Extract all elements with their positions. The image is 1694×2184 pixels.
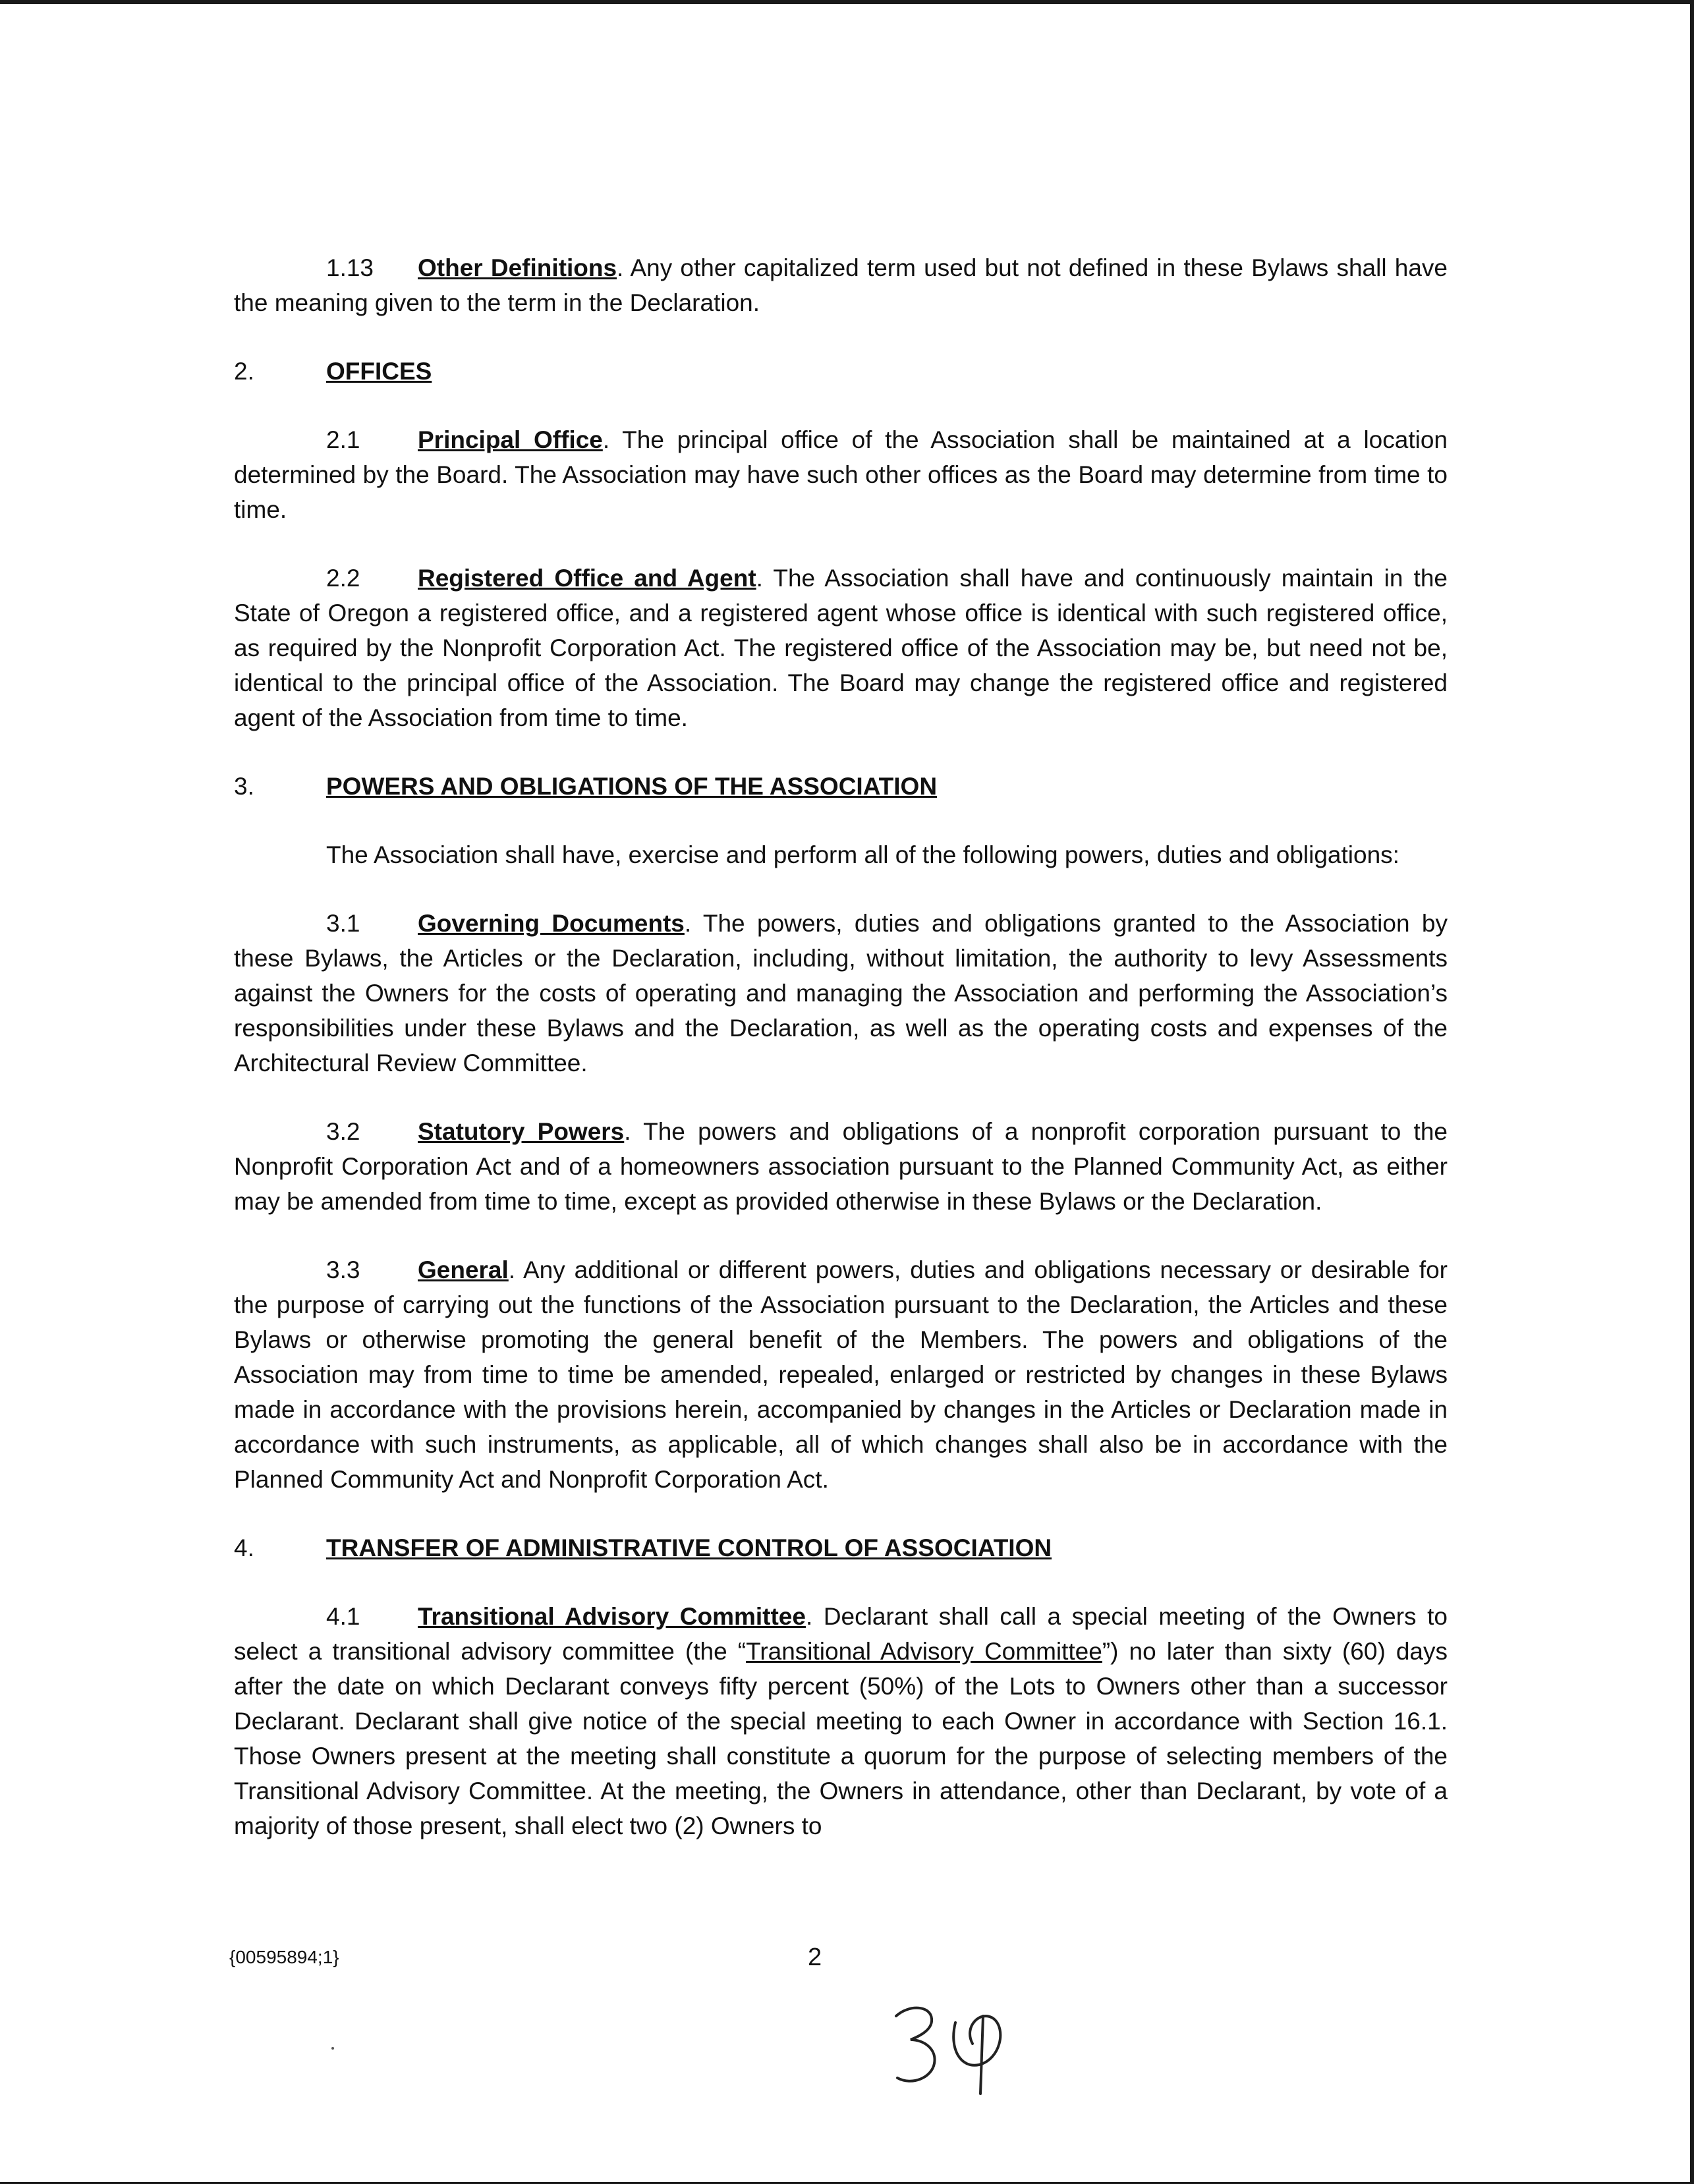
paragraph-3-3: [234, 1252, 1448, 1497]
scan-border-top: [0, 0, 1694, 4]
section-title: POWERS AND OBLIGATIONS OF THE ASSOCIATION: [326, 773, 938, 800]
paragraph-text: . Any other capitalized term used but not defined in these Bylaws shall have the meaning given to the term in the Declaration.: [234, 254, 1448, 316]
paragraph-number: 2.2: [326, 565, 360, 592]
paragraph-1-13: [234, 250, 1448, 320]
section-title: OFFICES: [326, 358, 432, 385]
paragraph-3-1: [234, 906, 1448, 1080]
paragraph-text: . Declarant shall call a special meeting of the Owners to select a transitional advisory committee (the “: [234, 1603, 1448, 1665]
scan-speck: [331, 2047, 334, 2050]
paragraph-3-2: [234, 1114, 1448, 1219]
paragraph-number: 2.1: [326, 426, 360, 453]
paragraph-title: Transitional Advisory Committee: [418, 1603, 806, 1630]
paragraph-4-1: [234, 1599, 1448, 1843]
paragraph-number: 4.1: [326, 1603, 360, 1630]
section-number: 4.: [234, 1534, 254, 1561]
document-id: {00595894;1}: [229, 1947, 339, 1967]
paragraph-2-2: [234, 561, 1448, 735]
paragraph-text: . The powers, duties and obligations granted to the Association by these Bylaws, the Articles or the Declaration, including, without limitation, the authority to levy Assessments against the Owners for the costs of operating and managing the Association and performing the Association’s responsibilities under these Bylaws and the Declaration, as well as the operating costs and expenses of the Architectural Review Committee.: [234, 910, 1448, 1077]
paragraph-text: . Any additional or different powers, duties and obligations necessary or desirable for the purpose of carrying out the functions of the Association pursuant to the Declaration, the Articles and these Bylaws or otherwise promoting the general benefit of the Members. The powers and obligations of the Association may from time to time be amended, repealed, enlarged or restricted by changes in these Bylaws made in accordance with the provisions herein, accompanied by changes in the Articles or Declaration made in accordance with such instruments, as applicable, all of which changes shall also be in accordance with the Planned Community Act and Nonprofit Corporation Act.: [234, 1256, 1448, 1493]
defined-term: Transitional Advisory Committee: [746, 1638, 1102, 1665]
paragraph-text: . The Association shall have and continuously maintain in the State of Oregon a registered office, and a registered agent whose office is identical with such registered office, as required by the Nonprofit Corporation Act. The registered office of the Association may be, but need not be, identical to the principal office of the Association. The Board may change the registered office and registered agent of the Association from time to time.: [234, 565, 1448, 731]
section-number: 3.: [234, 773, 254, 800]
paragraph-text: . The powers and obligations of a nonprofit corporation pursuant to the Nonprofit Corporation Act and of a homeowners association pursuant to the Planned Community Act, as either may be amended from time to time, except as provided otherwise in these Bylaws or the Declaration.: [234, 1118, 1448, 1215]
section-heading-2: [234, 354, 1448, 389]
paragraph-number: 3.3: [326, 1256, 360, 1283]
paragraph-number: 3.2: [326, 1118, 360, 1145]
paragraph-text-continued: ”) no later than sixty (60) days after the date on which Declarant conveys fifty percent (50%) of the Lots to Owners other than a successor Declarant. Declarant shall give notice of the special meeting to each Owner in accordance with Section 16.1. Those Owners present at the meeting shall constitute a quorum for the purpose of selecting members of the Transitional Advisory Committee. At the meeting, the Owners in attendance, other than Declarant, by vote of a majority of those present, shall elect two (2) Owners to: [234, 1638, 1448, 1839]
handwritten-page-number: [883, 1996, 1028, 2095]
document-body: [234, 250, 1448, 1877]
paragraph-title: Governing Documents: [418, 910, 685, 937]
paragraph-text: . The principal office of the Association shall be maintained at a location determined by the Board. The Association may have such other offices as the Board may determine from time to time.: [234, 426, 1448, 523]
section-title: TRANSFER OF ADMINISTRATIVE CONTROL OF ASSOCIATION: [326, 1534, 1052, 1561]
scan-border-right: [1690, 0, 1694, 2184]
paragraph-text: The Association shall have, exercise and perform all of the following powers, duties and obligations:: [326, 841, 1399, 868]
paragraph-title: Statutory Powers: [418, 1118, 625, 1145]
paragraph-title: Registered Office and Agent: [418, 565, 756, 592]
paragraph-2-1: [234, 422, 1448, 527]
section-heading-4: [234, 1530, 1448, 1565]
section-number: 2.: [234, 358, 254, 385]
paragraph-title: Principal Office: [418, 426, 603, 453]
paragraph-title: General: [418, 1256, 509, 1283]
page-number: 2: [808, 1944, 822, 1971]
paragraph-number: 3.1: [326, 910, 360, 937]
paragraph-title: Other Definitions: [418, 254, 617, 281]
section-heading-3: [234, 769, 1448, 804]
paragraph-number: 1.13: [326, 254, 374, 281]
paragraph-3-intro: [234, 837, 1448, 872]
